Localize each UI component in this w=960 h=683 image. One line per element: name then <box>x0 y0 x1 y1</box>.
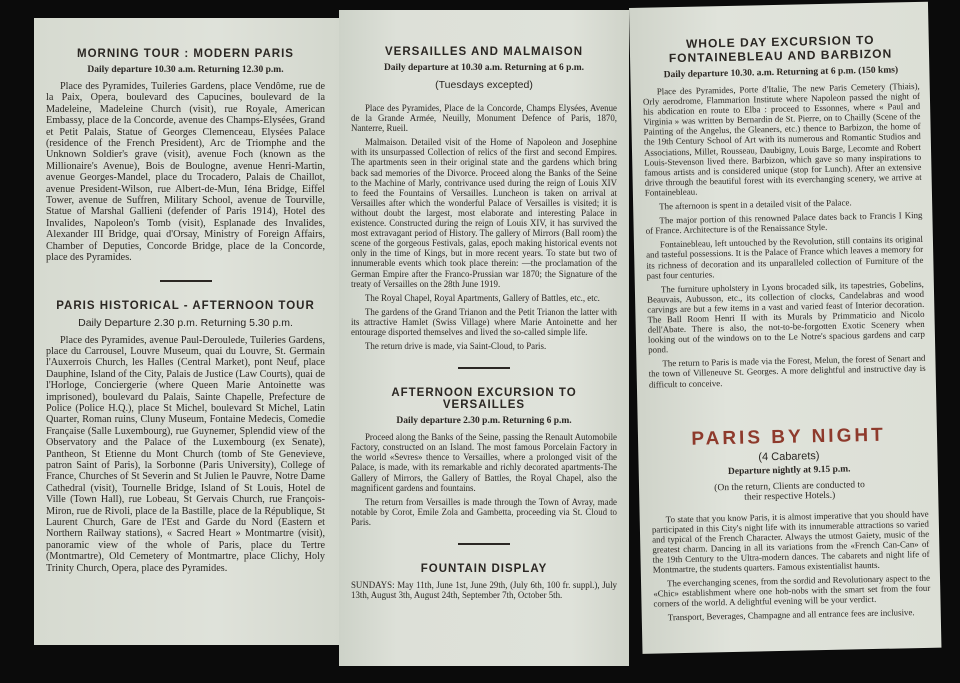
fontainebleau-paragraph: The return to Paris is made via the Forest, Melun, the forest of Senart and the town of Villeneuve St. Georges. A more delightful and instructive day is difficult to conceive. <box>648 353 926 390</box>
paris-by-night-paragraph: Transport, Beverages, Champagne and all entrance fees are inclusive. <box>667 607 915 623</box>
right-panel <box>629 2 941 654</box>
middle-panel <box>339 10 629 666</box>
morning-tour-schedule: Daily departure 10.30 a.m. Returning 12.30 p.m. <box>87 65 284 75</box>
fontainebleau-paragraph: The afternoon is spent in a detailed visit of the Palace. <box>659 197 852 212</box>
paris-by-night-paragraph: The everchanging scenes, from the sordid and Revolutionary aspect to the «Chic» establishment where one hob-nobs with the smart set from the four corners of the world. A delightful evening will be your verdict. <box>653 573 931 609</box>
paris-by-night-title: PARIS BY NIGHT <box>691 424 886 450</box>
versailles-paragraph: Place des Pyramides, Place de la Concorde, Champs Elysées, Avenue de la Grande Armée, Neuilly, Monument Defence of Paris, 1870, Nanterre, Rueil. <box>351 103 617 134</box>
divider <box>458 367 510 369</box>
fontainebleau-paragraph: The major portion of this renowned Palace dates back to Francis I King of France. Architecture is of the Renaissance Style. <box>645 210 923 236</box>
morning-tour-title: MORNING TOUR : MODERN PARIS <box>77 48 294 60</box>
afternoon-versailles-paragraph: Proceed along the Banks of the Seine, passing the Renault Automobile Factory, constructed on an Island. The most famous Porcelain Factory in the world «Sevres» thence to Versailles, where a prolonged visit of the Palace, is made, with its remarkable and richly decorated apartments-The Gallery of Mirrors, the Gallery of Battles, the Royal Chapel, also the magnificent gardens and fountains. <box>351 432 617 493</box>
paris-by-night-schedule: Departure nightly at 9.15 p.m. <box>727 464 851 477</box>
divider <box>160 280 212 282</box>
fountain-dates: SUNDAYS: May 11th, June 1st, June 29th, (July 6th, 100 fr. suppl.), July 13th, August 3th, August 24th, September 7th, October 5th. <box>351 580 617 601</box>
left-panel <box>34 18 339 645</box>
versailles-paragraph: The return drive is made, via Saint-Cloud, to Paris. <box>365 341 547 352</box>
fontainebleau-paragraph: Place des Pyramides, Porte d'Italie, The new Paris Cemetery (Thiais), Orly aerodrome, Flammarion Institute where Napoleon passed the night of his abdication en route to Elba : proceed to Essonnes, where « Paul and Virginia » was written by Bernardin de St. Pierre, on to Chailly (Scene of the Painting of the Angelus, the Gleaners, etc.) thence to Barbizon, the home of the 19th Century School of Art with its numerous and Romantic Studios and Associations, Millet, Rousseau, Daubigny, Louis Barge, Lecomte and Robert Louis-Stevenson lived there. Barbizon, which gave so many inspirations to famous artists and is considered unique (stop for Lunch). After an extensive drive through the beautiful forest with its everchanging scenery, we arrive at Fontainebleau. <box>642 80 922 198</box>
paris-by-night-subtitle: (4 Cabarets) <box>758 449 820 464</box>
fontainebleau-paragraph: Fontainebleau, left untouched by the Revolution, still contains its original and tasteful possessions. It is the Palace of France which leaves a memory for its richness of decoration and its unparalleled collection of Furniture of the past four centuries. <box>646 234 924 281</box>
versailles-paragraph: Malmaison. Detailed visit of the Home of Napoleon and Josephine with its unsurpassed Collection of relics of the first and second Empires. The apartments seen in their original state and the gardens which bring back sad memories of the Divorce. Proceed along the Banks of the Seine to the Machine of Marly, contrivance used during the reign of Louis XIV to feed the Fountains of Versailles. Luncheon is taken on arrival at Versailles after which the wonderful Palace of Versailles is visited; it is without doubt the largest, most elaborate and interesting Palace in existence. Constructed during the reign of Louis XIV, it has survived the most extravagant period of History. The gallery of Mirrors (Ball room) the scene of the gorgeous Festivals, galas, epoch making historical events not only in the time of Kings, but in more recent years. To state but two of innumerable events which took place therein: —the proclamation of the German Empire after the Franco-Prussian war 1870; the Signature of the treaty of Versailles on the 28th June 1919. <box>351 137 617 289</box>
versailles-paragraph: The Royal Chapel, Royal Apartments, Gallery of Battles, etc., etc. <box>365 292 600 303</box>
versailles-schedule: Daily departure at 10.30 a.m. Returning at 6 p.m. <box>383 63 585 73</box>
morning-tour-itinerary: Place des Pyramides, Tuileries Gardens, place Vendôme, rue de la Paix, Opera, boulevard des Capucines, boulevard de la Madeleine, Madeleine Church (visit), rue Royale, American Embassy, place de la Concorde, avenue des Champs-Elysées, Grand et Petit Palais, Statue of Georges Clemenceau, Elysées Palace (residence of the French President), Arc de Triomphe and the Unknown Soldier's grave (visit), avenue Foch (known as the Millionaire's Avenue), Bois de Boulogne, avenue Henri-Martin, avenue Georges-Mandel, place du Trocadero, Palais de Chaillot, avenue President-Wilson, rue Albert-de-Mun, Iéna Bridge, Eiffel Tower, avenue de Suffren, Military School, avenue de Tourville, Statue of Marshal Gallieni (defender of Paris 1914), Hotel des Invalides, Napoleon's Tomb (visit), Esplanade des Invalides, Alexander III Bridge, quai d'Orsay, Ministry of Foreign Affairs, Chamber of Deputies, Concorde Bridge, place de la Concorde, place des Pyramides. <box>46 81 325 264</box>
fountain-title: FOUNTAIN DISPLAY <box>420 563 548 575</box>
versailles-paragraph: The gardens of the Grand Trianon and the Petit Trianon the latter with its attractive Hamlet (Swiss Village) where Marie Antoinette and her entourage disported themselves and lived the so-called simple life. <box>351 306 617 337</box>
fontainebleau-title: WHOLE DAY EXCURSION TO FONTAINEBLEAU AND BARBIZON <box>668 32 893 66</box>
afternoon-versailles-paragraph: The return from Versailles is made through the Town of Avray, made notable by Corot, Emile Zola and Gambetta, proceeding via St. Cloud to Paris. <box>351 496 617 527</box>
paris-by-night-paragraph: To state that you know Paris, it is almost imperative that you should have participated in this City's night life with its innumerable attractions so varied and typical of the French Character. Always the utmost Gaiety, music of the greatest charm. Dancing in all its variations from the «French Can-Can» of the 19th Century to the Ultra-modern dances. The cabarets and night life of Montmartre, the students quarters. Famous existentialist haunts. <box>651 508 930 575</box>
divider <box>458 543 510 545</box>
afternoon-tour-schedule: Daily Departure 2.30 p.m. Returning 5.30 p.m. <box>78 316 293 329</box>
fontainebleau-schedule: Daily departure 10.30. a.m. Returning at 6 p.m. (150 kms) <box>663 65 899 81</box>
versailles-note: (Tuesdays excepted) <box>435 79 533 91</box>
afternoon-tour-itinerary: Place des Pyramides, avenue Paul-Deroulede, Tuileries Gardens, place du Carrousel, Louvre Museum, quai du Louvre, St. Germain l'Auxerrois Church, les Halles (Central Market), pont Neuf, place Dauphine, Island of the City, Palais de Justice (Law Courts), quai de l'Horloge, Conciergerie (where Queen Marie Antoinette was imprisoned), boulevard du Palais, Sainte Chapelle, Prefecture de Police (Police H.Q.), place St Michel, boulevard St Michel, Latin Quarter, Roman ruins, Cluny Museum, Fontaine Medecis, Comedie Française (Salle Luxembourg), rue Guynemer, Splendid view of the Observatory and the Palace of the Luxembourg (ex Senate), Pantheon, St Etienne du Mont Church (tomb of Ste Genevieve, patron Saint of Paris), la Sorbonne (Paris University), College of France, Churches of St Severin and St Julien le Pauvre, Notre Dame Cathedral (visit), Tournelle Bridge, Island of St Louis, Hotel de Ville (Town Hall), rue Lobeau, St Gervais Church, rue François-Miron, rue de Rivoli, place de la Bastille, place de la République, St Laurent Church, Gare de l'Est and Garde du Nord (Eastern et Northern Railway stations), « Sacred Heart » Montmartre (visit), panoramic view of the whole of Paris, place du Tertre (Montmartre), Old Cemetery of Montmartre, place Clichy, Holy Trinity Church, Opera, place des Pyramides. <box>46 334 325 574</box>
afternoon-versailles-schedule: Daily departure 2.30 p.m. Returning 6 p.m. <box>396 416 572 427</box>
fontainebleau-paragraph: The furniture upholstery in Lyons brocaded silk, its tapestries, Gobelins, Beauvais, Aubusson, etc., its collection of clocks, Candelabras and wood carvings are but a few items in a vast and varied feast of Interior decoration. The Ball Room Henri II with its Murals by Primmaticio and Nicolo dell'Abate. There is also, the not-to-be-forgotten Exotic Scenery when looking out of the windows on to the Le Notre's spacious gardens and carp pond. <box>647 278 925 355</box>
versailles-title: VERSAILLES AND MALMAISON <box>385 46 583 58</box>
afternoon-tour-title: PARIS HISTORICAL - AFTERNOON TOUR <box>56 299 315 312</box>
afternoon-versailles-title: AFTERNOON EXCURSION TO VERSAILLES <box>391 387 577 412</box>
paris-by-night-note: (On the return, Clients are conducted to their respective Hotels.) <box>714 479 865 503</box>
